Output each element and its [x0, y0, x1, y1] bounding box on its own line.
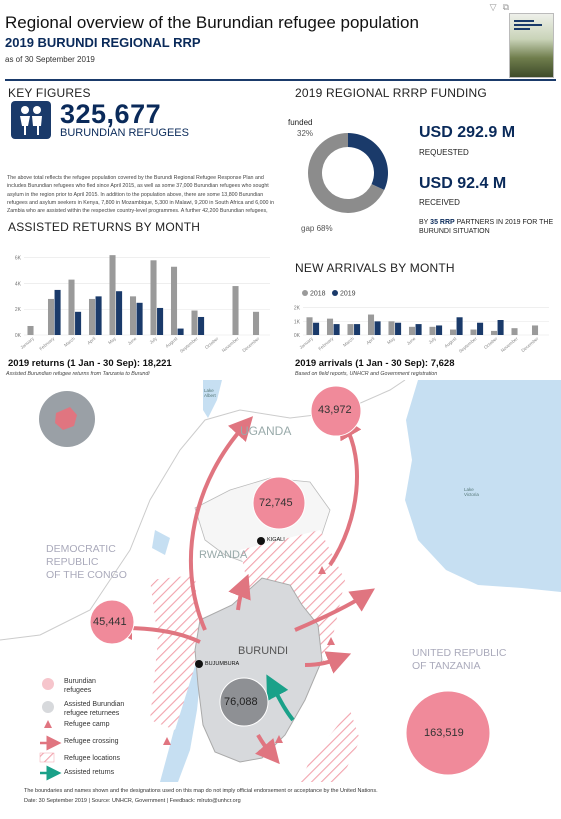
bar [75, 312, 81, 335]
bar [470, 330, 476, 335]
bar [116, 291, 122, 335]
bar [388, 321, 394, 335]
requested-amount: USD 292.9 M [419, 124, 516, 141]
y-tick-label: 2K [293, 305, 300, 312]
bar [477, 323, 483, 335]
bubble-drc-value: 45,441 [93, 616, 127, 628]
legend-camp-label: Refugee camp [64, 721, 110, 728]
bar [89, 299, 95, 335]
legend-assisted-label: Assisted returns [64, 769, 115, 776]
expand-icon[interactable]: ⧉ [502, 2, 515, 12]
x-tick-label: January [298, 335, 314, 351]
legend-refugees-label: Burundian refugees [64, 678, 96, 694]
bar [306, 317, 312, 335]
x-tick-label: June [405, 335, 417, 347]
bar [354, 324, 360, 335]
bar [198, 317, 204, 335]
bar [130, 296, 136, 335]
x-tick-label: May [386, 335, 396, 346]
legend-swatch [332, 290, 338, 296]
funded-percent: 32% [297, 129, 314, 138]
returns-note: Assisted Burundian refugee returns from Tanzania to Burundi [6, 371, 150, 377]
gap-label: gap 68% [301, 224, 333, 233]
x-tick-label: February [38, 335, 56, 352]
x-tick-label: March [342, 335, 355, 348]
map-disclaimer: The boundaries and names shown and the designations used on this map do not imply official endorsement or acceptance by the United Nations. [24, 788, 378, 794]
partners-count: 35 RRP [430, 219, 455, 226]
uganda-label: UGANDA [240, 424, 292, 438]
legend-refugees-swatch [42, 678, 54, 690]
x-tick-label: November [499, 335, 519, 354]
report-cover-image [509, 13, 554, 78]
y-tick-label: 0K [293, 333, 300, 339]
bar [253, 312, 259, 335]
bar [178, 329, 184, 335]
lake-victoria-label: Lake Victoria [464, 487, 479, 497]
bar [491, 331, 497, 335]
footer-credit: Date: 30 September 2019 | Source: UNHCR, Government | Feedback: mlruto@unhcr.org [24, 798, 241, 804]
x-tick-label: October [482, 335, 499, 351]
bar [409, 327, 415, 335]
page-subtitle: 2019 BURUNDI REGIONAL RRP [5, 35, 201, 50]
bar [532, 325, 538, 335]
x-tick-label: January [19, 335, 35, 351]
bar [68, 280, 74, 335]
bar [347, 324, 353, 335]
x-tick-label: August [443, 335, 458, 349]
x-tick-label: July [148, 335, 158, 345]
key-figures-heading: KEY FIGURES [8, 86, 91, 100]
bar [395, 323, 401, 335]
bubble-returnees-value: 76,088 [224, 696, 258, 708]
key-figures-paragraph: The above total reflects the refugee population covered by the Burundi Regional Refugee Response Plan and includes Burundian refugees who fled since April 2015, as well as some 37,000 Burundian refugees who sought asylum in the region prior to April 2015. In addition to the population above, there are some 13,800 Burundian refugees and asylum seekers in Kenya, 7,800 in Mozambique, 5,300 in Malawi, 9,200 in South Africa and 6,000 in Zambia who are assisted within the respective country-level programmes. A further 42,200 Burundian refugees, [7, 175, 275, 215]
y-tick-label: 2K [14, 307, 21, 314]
requested-label: REQUESTED [419, 148, 469, 157]
x-tick-label: December [520, 335, 540, 354]
bar [368, 315, 374, 335]
bar [327, 319, 333, 335]
bubble-rwanda-value: 72,745 [259, 497, 293, 509]
legend-swatch [302, 290, 308, 296]
received-label: RECEIVED [419, 198, 460, 207]
bubble-uganda-value: 43,972 [318, 404, 352, 416]
returns-bar-chart [4, 240, 274, 355]
arrivals-note: Based on field reports, UNHCR and Government registration [295, 371, 438, 377]
legend-returnees-swatch [42, 701, 54, 713]
x-tick-label: April [365, 335, 376, 346]
bar [313, 323, 319, 335]
tanzania-label: UNITED REPUBLIC OF TANZANIA [412, 647, 507, 672]
total-refugees-number: 325,677 [60, 99, 162, 129]
x-tick-label: October [203, 335, 220, 351]
bar [27, 326, 33, 335]
y-tick-label: 0K [14, 333, 21, 339]
bar [137, 303, 143, 335]
x-tick-label: December [241, 335, 261, 354]
rwanda-label: RWANDA [199, 549, 248, 561]
x-tick-label: February [317, 335, 335, 352]
x-tick-label: August [164, 335, 179, 349]
arrivals-total: 2019 arrivals (1 Jan - 30 Sep): 7,628 [295, 358, 455, 369]
kigali-label: KIGALI [267, 537, 285, 543]
x-tick-label: June [126, 335, 138, 347]
arrivals-heading: NEW ARRIVALS BY MONTH [295, 261, 455, 275]
legend-locations-label: Refugee locations [64, 755, 121, 762]
bar [96, 296, 102, 335]
lake-albert-label: Lake Albert [204, 388, 216, 398]
x-tick-label: July [427, 335, 437, 345]
bar [171, 267, 177, 335]
people-icon [11, 101, 51, 139]
bar [429, 327, 435, 335]
drc-label: DEMOCRATIC REPUBLIC OF THE CONGO [46, 543, 127, 581]
returns-heading: ASSISTED RETURNS BY MONTH [8, 220, 201, 234]
bujumbura-label: BUJUMBURA [205, 661, 240, 667]
header-divider [5, 79, 556, 81]
funding-heading: 2019 REGIONAL RRRP FUNDING [295, 86, 487, 100]
burundi-label: BURUNDI [238, 645, 289, 657]
x-tick-label: September [178, 335, 199, 354]
donut-funded-slice [348, 133, 388, 190]
funded-label: funded [288, 118, 313, 127]
x-tick-label: September [457, 335, 478, 354]
kigali-marker [257, 537, 265, 545]
y-tick-label: 6K [14, 255, 21, 262]
x-tick-label: April [86, 335, 97, 346]
arrivals-bar-chart [283, 284, 553, 354]
funding-donut-chart [296, 118, 416, 236]
bar [416, 324, 422, 335]
bar [375, 321, 381, 335]
x-tick-label: March [63, 335, 76, 348]
bar [109, 255, 115, 335]
toolbar-icons [490, 2, 515, 13]
bar [498, 320, 504, 335]
x-tick-label: November [220, 335, 240, 354]
bar [334, 324, 340, 335]
legend-locations-swatch [40, 753, 54, 762]
bar [157, 308, 163, 335]
legend-crossing-label: Refugee crossing [64, 738, 119, 745]
bar [450, 330, 456, 335]
x-tick-label: May [107, 335, 117, 346]
bar [436, 325, 442, 335]
as-of-date: as of 30 September 2019 [5, 55, 95, 64]
received-amount: USD 92.4 M [419, 175, 507, 192]
bar [232, 286, 238, 335]
filter-icon[interactable]: ▽ [489, 2, 503, 12]
bar [48, 299, 54, 335]
bar [55, 290, 61, 335]
bar [191, 311, 197, 335]
bar [511, 328, 517, 335]
total-refugees-label: BURUNDIAN REFUGEES [60, 127, 189, 139]
footer [24, 786, 544, 806]
page-title: Regional overview of the Burundian refugee population [5, 13, 419, 32]
legend-label: 2018 [310, 290, 326, 298]
bujumbura-marker [195, 660, 203, 668]
y-tick-label: 4K [14, 281, 21, 288]
legend-returnees-label: Assisted Burundian refugee returnees [64, 701, 125, 717]
bar [150, 260, 156, 335]
y-tick-label: 1K [293, 319, 300, 326]
bubble-tanzania-value: 163,519 [424, 727, 464, 739]
legend-label: 2019 [340, 290, 356, 298]
returns-total: 2019 returns (1 Jan - 30 Sep): 18,221 [8, 358, 172, 369]
bar [457, 317, 463, 335]
partners-text: BY 35 RRP PARTNERS IN 2019 FOR THE BURUNDI SITUATION [419, 219, 554, 235]
